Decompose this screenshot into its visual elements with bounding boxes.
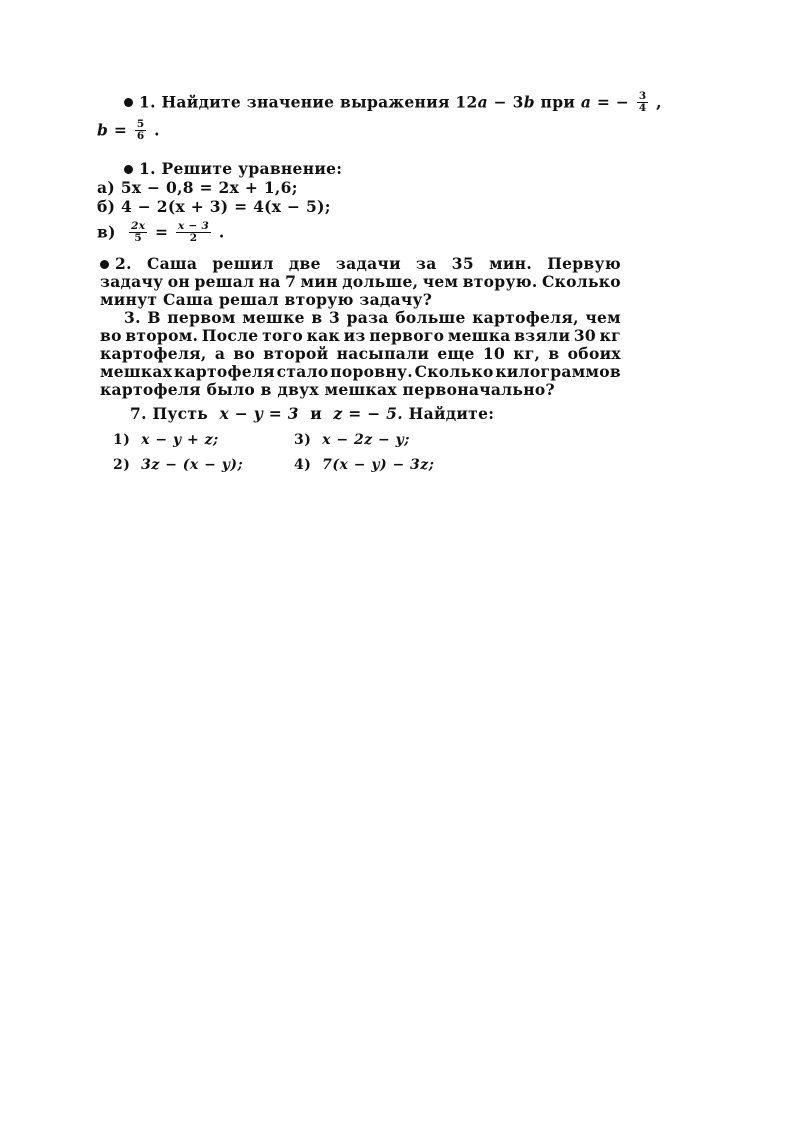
word: Сколько (414, 362, 494, 381)
item-label: б) (97, 197, 116, 216)
condition-1: x − y = 3 (219, 404, 299, 423)
fraction-left (129, 221, 147, 244)
task3-line5: картофеля было в двух мешках первоначально? (100, 380, 555, 399)
word: картофеля, (472, 308, 579, 327)
item-label: а) (97, 178, 115, 197)
task3-line3 (100, 345, 621, 363)
task-number: 7. (130, 404, 147, 423)
word: чем (585, 308, 621, 327)
item-expr: x − 2z − y; (322, 432, 410, 448)
word: чем (422, 272, 459, 291)
task7-item-4 (294, 457, 434, 473)
word: 3 (328, 308, 341, 327)
word: еще (437, 344, 475, 363)
task7-item-1 (113, 432, 219, 448)
word: задачи (335, 254, 401, 273)
task7-item-2 (113, 457, 243, 473)
fraction-numerator: 2x (131, 220, 146, 232)
word: В (147, 308, 161, 327)
word: насыпали (336, 344, 430, 363)
word: на (258, 272, 281, 291)
task3-line2 (100, 327, 621, 345)
equation-c (97, 222, 497, 245)
word: первом (167, 308, 236, 327)
task7-title (130, 405, 550, 423)
task-number-wrap (100, 255, 132, 273)
word: второй (263, 344, 329, 363)
task1-equation-title (124, 160, 524, 178)
find-text: Найдите: (408, 404, 495, 423)
item-expr: x − y + z; (141, 432, 219, 448)
item-label: 3) (294, 432, 312, 448)
word: После (201, 326, 259, 345)
word: две (288, 254, 321, 273)
word: Сколько (541, 272, 621, 291)
item-expr: 7(x − y) − 3z; (322, 457, 435, 473)
fraction-numerator: 5 (136, 118, 145, 130)
bullet-icon (124, 98, 133, 107)
task-number-wrap (100, 309, 141, 327)
word: 7 (285, 272, 297, 291)
word: Первую (547, 254, 621, 273)
task-title: Решите уравнение: (161, 159, 343, 178)
condition-2: z = − 5. (333, 404, 403, 423)
task-text: Найдите значение выражения 12 (161, 92, 478, 112)
bullet-icon (124, 165, 133, 174)
fraction-numerator: x − 3 (177, 220, 210, 232)
word: картофеля (173, 362, 275, 381)
word: решал (194, 272, 255, 291)
task7-item-3 (294, 432, 410, 448)
fraction-a (637, 91, 649, 114)
word: решил (212, 254, 274, 273)
fraction-denominator: 4 (638, 102, 647, 114)
var-a: a (477, 92, 488, 112)
task1-value-line1 (124, 92, 724, 115)
comma: , (650, 92, 662, 112)
word: 10 (482, 344, 506, 363)
fraction-right (176, 221, 211, 244)
word: раза (346, 308, 389, 327)
word: во (233, 344, 256, 363)
word: поровну. (330, 362, 413, 381)
word: больше (395, 308, 466, 327)
word: 35 (451, 254, 474, 273)
word: кг, (513, 344, 541, 363)
word: в (548, 344, 560, 363)
task-number: 3. (124, 308, 141, 327)
word: первого (369, 326, 445, 345)
item-label: 1) (113, 432, 131, 448)
fraction-b (135, 119, 147, 142)
word: кг (599, 326, 621, 345)
word: во (100, 326, 122, 345)
task2-line3: минут Саша решал вторую задачу? (100, 290, 433, 309)
word: мешка (447, 326, 511, 345)
task3-line1 (100, 309, 621, 327)
and-text: и (310, 404, 323, 423)
item-label: 2) (113, 457, 131, 473)
dot: . (148, 120, 160, 140)
word: картофеля, (100, 344, 207, 363)
item-expr: 3z − (x − y); (141, 457, 244, 473)
task2-line1 (100, 255, 621, 273)
word: мешках (100, 362, 173, 381)
word: килограммов (495, 362, 621, 381)
var-b: b (523, 92, 535, 112)
word: взяли (514, 326, 571, 345)
word: того (262, 326, 304, 345)
word: дольше, (342, 272, 419, 291)
a-eq: a (580, 92, 592, 112)
word: обоих (567, 344, 621, 363)
word: мин. (489, 254, 533, 273)
task3-line4 (100, 363, 621, 381)
task-number: 1. (139, 159, 156, 178)
eq: = (108, 120, 133, 140)
word: он (167, 272, 191, 291)
word: задачу (100, 272, 164, 291)
let-text: Пусть (152, 404, 209, 423)
minus-text: − 3 (487, 92, 524, 112)
task-number: 1. (139, 92, 156, 112)
word: 30 (573, 326, 597, 345)
word: вторую. (462, 272, 538, 291)
equation-b (97, 198, 497, 216)
task1-value-line2 (97, 120, 297, 143)
word: а (214, 344, 226, 363)
fraction-denominator: 6 (136, 130, 145, 142)
eq: = (149, 222, 174, 242)
task-number: 2. (115, 254, 132, 273)
equation-a (97, 179, 497, 197)
bullet-icon (100, 260, 109, 269)
word: из (343, 326, 366, 345)
word: в (311, 308, 323, 327)
word: мешке (242, 308, 305, 327)
word: Саша (146, 254, 198, 273)
word: втором. (125, 326, 199, 345)
word: мин (300, 272, 338, 291)
word: стало (276, 362, 329, 381)
fraction-denominator: 5 (134, 232, 143, 244)
fraction-numerator: 3 (638, 90, 647, 102)
equation-expr: 4 − 2(x + 3) = 4(x − 5); (120, 197, 331, 216)
dot: . (213, 222, 225, 242)
item-label: в) (97, 222, 116, 242)
word: за (416, 254, 437, 273)
task2-line2 (100, 273, 621, 291)
item-label: 4) (294, 457, 312, 473)
equation-expr: 5x − 0,8 = 2x + 1,6; (120, 178, 298, 197)
fraction-denominator: 2 (189, 232, 198, 244)
eq-minus: = − (591, 92, 635, 112)
when-text: при (534, 92, 581, 112)
word: как (306, 326, 340, 345)
b-eq: b (97, 120, 109, 140)
